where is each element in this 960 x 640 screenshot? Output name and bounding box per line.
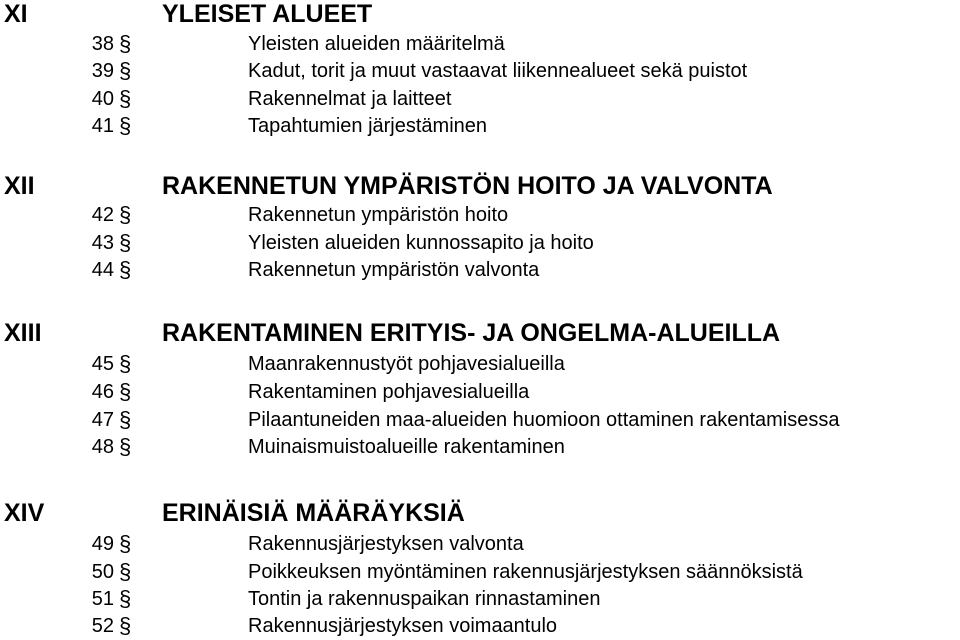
section-sign: §: [119, 586, 132, 611]
section-title: Maanrakennustyöt pohjavesialueilla: [248, 353, 565, 375]
section-title: Poikkeuksen myöntäminen rakennusjärjestyksen säännöksistä: [248, 561, 803, 583]
section-number: 49: [91, 533, 114, 555]
section-number: 45: [91, 353, 114, 375]
section-sign: §: [119, 257, 132, 282]
section-number: 50: [91, 561, 114, 583]
section-title: Rakennelmat ja laitteet: [248, 88, 452, 110]
section-number: 38: [91, 33, 114, 55]
section-sign: §: [119, 202, 132, 227]
section-title: Rakennusjärjestyksen valvonta: [248, 533, 524, 555]
chapter-number-xi: XI: [4, 0, 28, 28]
section-title: Rakennetun ympäristön valvonta: [248, 259, 540, 281]
section-number: 47: [91, 409, 114, 431]
section-title: Pilaantuneiden maa-alueiden huomioon ottaminen rakentamisessa: [248, 409, 840, 431]
section-number: 44: [91, 259, 114, 281]
section-sign: §: [119, 230, 132, 255]
chapter-number-xiv: XIV: [4, 499, 45, 527]
section-sign: §: [119, 613, 132, 638]
chapter-number-xiii: XIII: [4, 319, 42, 347]
section-title: Yleisten alueiden kunnossapito ja hoito: [248, 232, 594, 254]
section-title: Yleisten alueiden määritelmä: [248, 33, 505, 55]
section-sign: §: [119, 559, 132, 584]
section-sign: §: [119, 113, 132, 138]
section-sign: §: [119, 58, 132, 83]
section-number: 48: [91, 436, 114, 458]
section-title: Rakentaminen pohjavesialueilla: [248, 381, 530, 403]
chapter-title-xi: YLEISET ALUEET: [162, 0, 373, 28]
chapter-title-xii: RAKENNETUN YMPÄRISTÖN HOITO JA VALVONTA: [162, 172, 773, 200]
chapter-title-xiv: ERINÄISIÄ MÄÄRÄYKSIÄ: [162, 499, 465, 527]
section-sign: §: [119, 434, 132, 459]
section-number: 52: [91, 615, 114, 637]
section-sign: §: [119, 407, 132, 432]
section-number: 42: [91, 204, 114, 226]
section-title: Muinaismuistoalueille rakentaminen: [248, 436, 565, 458]
section-title: Kadut, torit ja muut vastaavat liikennealueet sekä puistot: [248, 60, 748, 82]
section-sign: §: [119, 86, 132, 111]
section-number: 39: [91, 60, 114, 82]
section-sign: §: [119, 531, 132, 556]
section-sign: §: [119, 31, 132, 56]
section-number: 46: [91, 381, 114, 403]
section-sign: §: [119, 351, 132, 376]
section-title: Tapahtumien järjestäminen: [248, 115, 488, 137]
section-number: 40: [91, 88, 114, 110]
section-number: 41: [91, 115, 114, 137]
section-title: Rakennusjärjestyksen voimaantulo: [248, 615, 558, 637]
section-sign: §: [119, 379, 132, 404]
section-title: Rakennetun ympäristön hoito: [248, 204, 509, 226]
chapter-number-xii: XII: [4, 172, 35, 200]
section-title: Tontin ja rakennuspaikan rinnastaminen: [248, 588, 601, 610]
section-number: 43: [91, 232, 114, 254]
section-number: 51: [91, 588, 114, 610]
chapter-title-xiii: RAKENTAMINEN ERITYIS- JA ONGELMA-ALUEILLA: [162, 319, 781, 347]
